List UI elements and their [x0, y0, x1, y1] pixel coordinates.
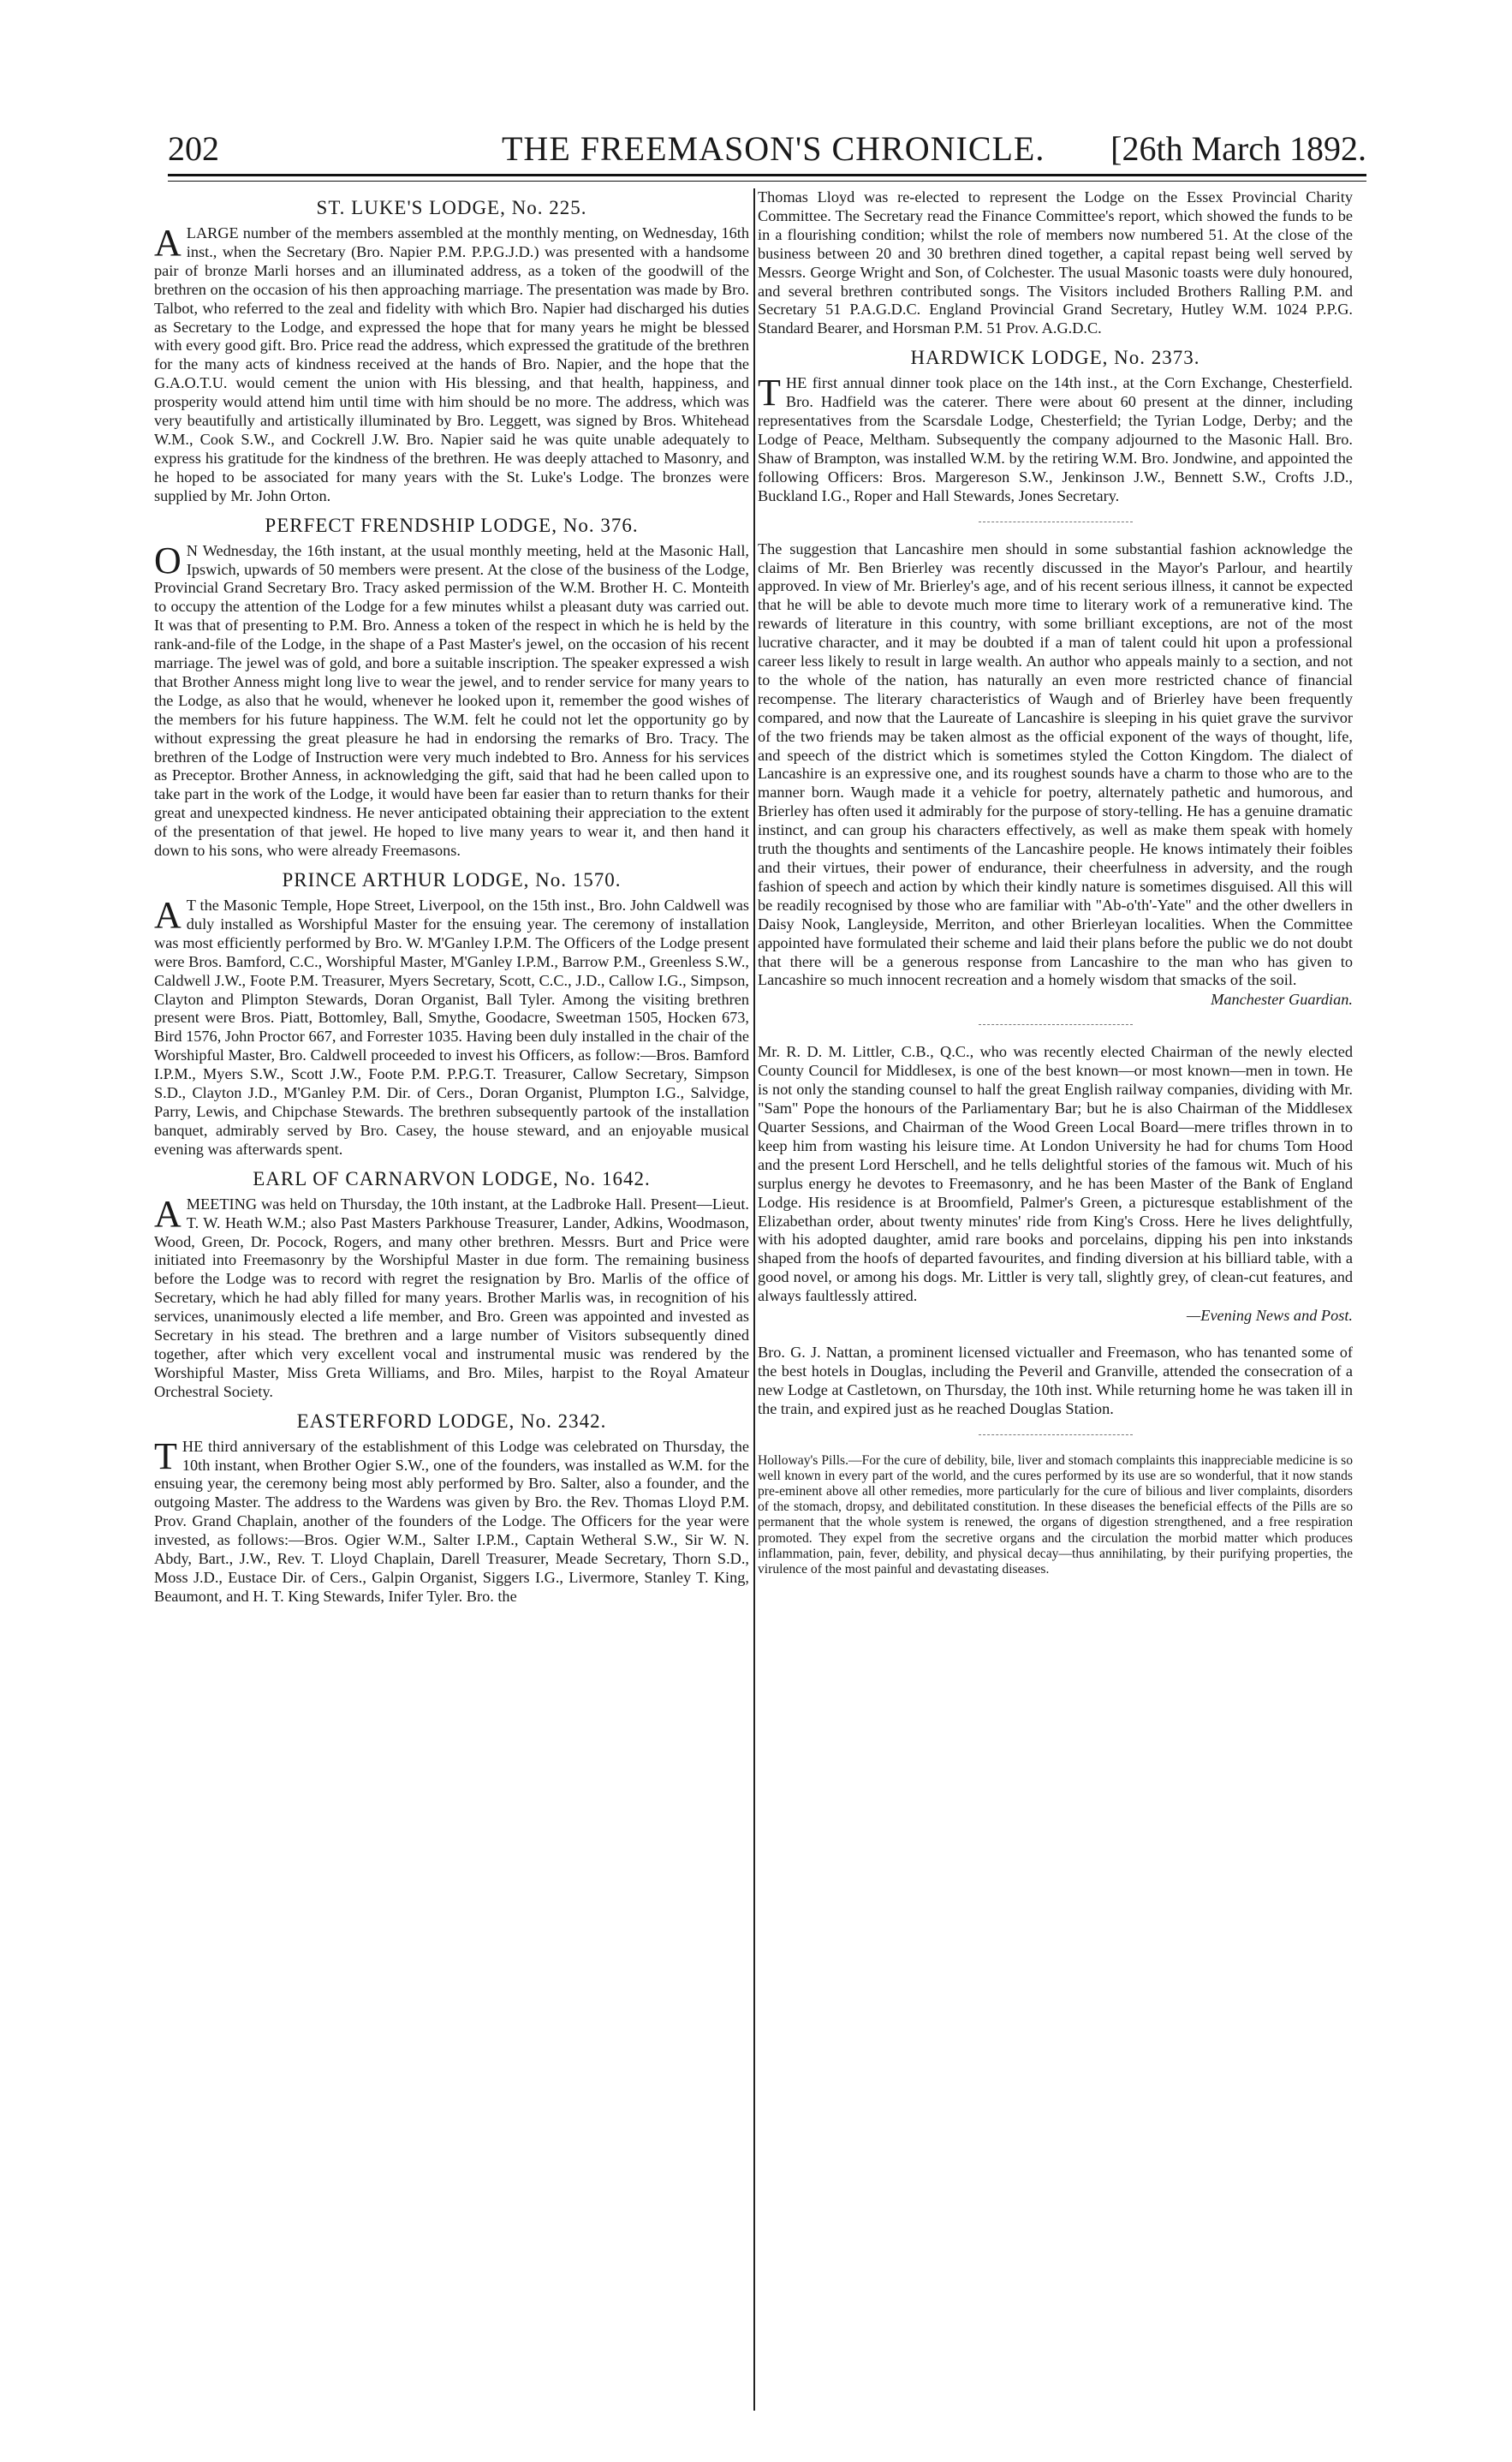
page-number: 202	[168, 129, 219, 168]
header-rule-thick	[168, 174, 1366, 176]
article-text: LARGE number of the members assembled at the monthly menting, on Wednesday, 16th inst., when the Secretary (Bro. Napier P.M. P.P.G.J.D.) was presented with a handsome pair of bronze Marli horses and an illuminated address, as a token of the goodwill of the brethren on the occasion of his then approaching marriage. The presentation was made by Bro. Talbot, who referred to the zeal and fidelity with which Bro. Napier had discharged his duties as Secretary to the Lodge, and expressed the hope that for many years he might be blessed with every good gift. Bro. Price read the address, which expressed the gratitude of the brethren for the many acts of kindness received at the hands of Bro. Napier, and the hope that the G.A.O.T.U. would cement the union with His blessing, and that health, happiness, and prosperity would attend him until time with him should be no more. The address, which was very beautifully and artistically illuminated by Bro. Leggett, was signed by Bros. Whitehead W.M., Cook S.W., and Cockrell J.W. Bro. Napier said he was quite unable adequately to express his gratitude for the kindness of the brethren. He was deeply attached to Masonry, and he hoped to be associated for many years with the St. Luke's Lodge. The bronzes were supplied by Mr. John Orton.	[154, 224, 749, 504]
article-title: PERFECT FRENDSHIP LODGE, No. 376.	[265, 514, 639, 536]
article-hardwick-lodge	[758, 347, 1353, 505]
article-text: Mr. R. D. M. Littler, C.B., Q.C., who was recently elected Chairman of the newly elected County Council for Middlesex, is one of the best known—or most known—men in town. He is not only the standing counsel to half the great English railway companies, dividing with Mr. "Sam" Pope the honours of the Parliamentary Bar; but he is also Chairman of the Middlesex Quarter Sessions, and Chairman of the Wood Green Local Board—mere trifles thrown in to keep him from wasting his leisure time. At London University he had for chums Tom Hood and the present Lord Herschell, and he tells delightful stories of the famous wit. Much of his surplus energy he devotes to Freemasonry, and he has been Master of the Bank of England Lodge. His residence is at Broomfield, Palmer's Green, a picturesque establishment of the Elizabethan order, about twenty minutes' ride from King's Cross. Here he lives delightfully, with his adopted daughter, amid rare books and porcelains, dipping his pen into inkstands shaped from the hoofs of departed favourites, and finding diversion at his billiard table, with a good novel, or among his dogs. Mr. Littler is very tall, slightly grey, of clean-cut features, and always faultlessly attired.	[758, 1043, 1353, 1305]
article-text: N Wednesday, the 16th instant, at the usual monthly meeting, held at the Masonic Hall, Ipswich, upwards of 50 members were present. At the close of the business of the Lodge, Provincial Grand Secretary Bro. Tracy asked permission of the W.M. Brother H. C. Monteith to occupy the attention of the Lodge for a few minutes whilst a pleasant duty was carried out. It was that of presenting to P.M. Bro. Anness a token of the respect in which he is held by the rank-and-file of the Lodge, in the shape of a Past Master's jewel, on the occasion of his recent marriage. The jewel was of gold, and bore a suitable inscription. The speaker expressed a wish that Brother Anness might long live to wear the jewel, and to render service for many years to the Lodge, as also that he would, whenever he looked upon it, remember the good wishes of the members for his future happiness. The W.M. felt he could not let the opportunity go by without expressing the great pleasure he had in endorsing the remarks of Bro. Tracy. The brethren of the Lodge of Instruction were very much indebted to Bro. Anness for his services as Preceptor. Brother Anness, in acknowledging the gift, said that had he been called upon to take part in the work of the Lodge, it would have been far easier than to return thanks for their great and unexpected kindness. He never anticipated obtaining their appreciation to the extent of the presentation of that jewel. He hoped to live many years to wear it, and then hand it down to his sons, who were already Freemasons.	[154, 541, 749, 860]
article-st-lukes-lodge	[154, 197, 749, 506]
article-littler	[758, 1043, 1353, 1325]
article-source: —Evening News and Post.	[1187, 1307, 1353, 1325]
section-separator	[979, 1024, 1133, 1026]
advertisement-text: Holloway's Pills.—For the cure of debility, bile, liver and stomach complaints this inappreciable medicine is so well known in every part of the world, and the cures performed by its use are so wonderful, that it now stands pre-eminent above all other remedies, more particularly for the cure of bilious and liver complaints, disorders of the stomach, dropsy, and debilitated constitution. In these diseases the beneficial effects of the Pills are so permanent that the whole system is renewed, the organs of digestion strengthened, and a free respiration promoted. They expel from the secretive organs and the circulation the morbid matter which produces inflammation, pain, fever, debility, and physical decay—thus annihilating, by their purifying properties, the virulence of the most painful and devastating diseases.	[758, 1452, 1353, 1577]
page-header	[168, 128, 1366, 173]
article-body	[154, 539, 749, 861]
publication-title: THE FREEMASON'S CHRONICLE.	[502, 129, 1045, 168]
article-text: Bro. G. J. Nattan, a prominent licensed victualler and Freemason, who has tenanted some of the best hotels in Douglas, including the Peveril and Granville, attended the consecration of a new Lodge at Castletown, on Thursday, the 10th inst. While returning home he was taken ill in the train, and expired just as he reached Douglas Station.	[758, 1344, 1353, 1417]
advertisement-holloway	[758, 1453, 1353, 1578]
article-easterford-lodge	[154, 1410, 749, 1607]
issue-date: [26th March 1892.	[1110, 129, 1366, 168]
article-title: HARDWICK LODGE, No. 2373.	[910, 347, 1200, 369]
easterford-continuation: Thomas Lloyd was re-elected to represent the Lodge on the Essex Provincial Charity Committee. The Secretary read the Finance Committee's report, which showed the funds to be in a flourishing condition; whilst the role of members now numbered 51. At the close of the business between 20 and 30 brethren dined together, a capital repast being well served by Messrs. George Wright and Son, of Colchester. The usual Masonic toasts were duly honoured, and several brethren contributed songs. The Visitors included Brothers Ralling P.M. and Secretary 51 P.A.G.D.C. England Provincial Grand Secretary, Hutley W.M. 1024 P.P.G. Standard Bearer, and Horsman P.M. 51 Prov. A.G.D.C.	[758, 188, 1353, 337]
article-text: MEETING was held on Thursday, the 10th instant, at the Ladbroke Hall. Present—Lieut. T. W. Heath W.M.; also Past Masters Parkhouse Treasurer, Lander, Adkins, Woodmason, Wood, Green, Dr. Pocock, Rogers, and many other brethren. Messrs. Burt and Price were initiated into Freemasonry by the Worshipful Master in due form. The remaining business before the Lodge was to record with regret the resignation by Bro. Marlis of the office of Secretary, which he had ably filled for many years. Brother Marlis was, in recognition of his services, unanimously elected a life member, and Bro. Green was appointed and invested as Secretary in his stead. The brethren and a large number of Visitors subsequently dined together, after which very excellent vocal and instrumental music was rendered by the Worshipful Master, Miss Greta Williams, and Bro. Miles, harpist to the Royal Amateur Orchestral Society.	[154, 1195, 749, 1400]
drop-cap: T	[154, 1434, 177, 1477]
article-body	[758, 374, 1353, 505]
drop-cap: O	[154, 539, 182, 581]
spacer	[758, 1332, 1353, 1344]
article-perfect-friendship-lodge	[154, 515, 749, 861]
article-title: EARL OF CARNARVON LODGE, No. 1642.	[253, 1167, 651, 1189]
drop-cap: T	[758, 372, 781, 414]
article-text: The suggestion that Lancashire men should in some substantial fashion acknowledge the claims of Mr. Ben Brierley was recently discussed in the Mayor's Parlour, and heartily approved. In view of Mr. Brierley's age, and of his recent serious illness, it cannot be expected that he will be able to devote much more time to literary work of a remunerative kind. The rewards of literature in this country, with some brilliant exceptions, are not of the most lucrative character, and it may be doubted if a man of talent could hit upon a professional career less likely to result in large wealth. An author who appeals mainly to a section, and not to the whole of the nation, has naturally an even more restricted chance of financial recompense. The literary characteristics of Waugh and of Brierley have been frequently compared, and now that the Laureate of Lancashire is sleeping in his quiet grave the survivor of the two friends may be taken almost as the official exponent of the ways of thought, life, and speech of the district which is sometimes styled the Cotton Kingdom. The dialect of Lancashire is an expressive one, and its roughest sounds have a charm to those who are to the manner born. Waugh made it a vehicle for poetry, alternately pathetic and humorous, and Brierley has often used it admirably for the purpose of story-telling. He has a genuine dramatic instinct, and can group his characters effectively, as well as make them speak with homely truth the thoughts and sentiments of the Lancashire people. He knows intimately their foibles and their virtues, their power of endurance, their cheerfulness in adversity, and the rough fashion of speech and action by which their kindly nature is sometimes disguised. All this will be readily recognised by those who are familiar with "Ab-o'th'-Yate" and the other dwellers in Daisy Nook, Langleyside, Merriton, and other Brierleyan localities. When the Committee appointed have formulated their scheme and laid their plans before the public we do not doubt that there will be a generous response from Lancashire to the man who has given to Lancashire so much innocent recreation and a homely wisdom that smacks of the soil.	[758, 539, 1353, 989]
article-body	[154, 1192, 749, 1402]
article-body	[154, 1434, 749, 1607]
article-text: HE first annual dinner took place on the 14th inst., at the Corn Exchange, Chesterfield. Bro. Hadfield was the caterer. There were about 60 present at the dinner, including representatives from the Scarsdale Lodge, Chesterfield; the Tyrian Lodge, Derby; and the Lodge of Peace, Meltham. Subsequently the company adjourned to the Masonic Hall. Bro. Shaw of Brampton, was installed W.M. by the retiring W.M. Bro. Jondwine, and appointed the following Officers: Bros. Margereson S.W., Jenkinson J.W., Bennett S.W., Crofts J.D., Buckland I.G., Roper and Hall Stewards, Jones Secretary.	[758, 374, 1353, 504]
article-text: T the Masonic Temple, Hope Street, Liverpool, on the 15th inst., Bro. John Caldwell was duly installed as Worshipful Master for the ensuing year. The ceremony of installation was most efficiently performed by Bro. W. M'Ganley I.P.M. The Officers of the Lodge present were Bros. Bamford, C.C., Worshipful Master, M'Ganley I.P.M., Barrow P.M., Greenless S.W., Caldwell J.W., Foote P.M. Treasurer, Myers Secretary, Scott, C.C., J.D., Callow I.G., Simpson, Clayton and Plimpton Stewards, Doran Organist, Ball Tyler. Among the visiting brethren present were Bros. Piatt, Bottomley, Ball, Smythe, Goodacre, Sweetman 1505, Hocken 673, Bird 1576, John Proctor 667, and Forrester 1035. Having been duly installed in the chair of the Worshipful Master, Bro. Caldwell proceeded to invest his Officers, as follow:—Bros. Bamford I.P.M., Myers S.W., Scott J.W., Foote P.M. P.P.G.T. Treasurer, Callow Secretary, Simpson S.D., Clayton J.D., M'Ganley P.M. Dir. of Cers., Doran Organist, Plumpton I.G., Salvidge, Parry, Lewis, and Chipchase Stewards. The brethren subsequently partook of the installation banquet, admirably served by Bro. Casey, the house steward, and an enjoyable musical evening was afterwards spent.	[154, 897, 749, 1158]
article-prince-arthur-lodge	[154, 869, 749, 1159]
header-rule-thin	[168, 181, 1366, 182]
article-lancashire-brierley	[758, 540, 1353, 1010]
article-title: ST. LUKE'S LODGE, No. 225.	[316, 197, 587, 218]
article-nattan	[758, 1344, 1353, 1419]
article-title: PRINCE ARTHUR LODGE, No. 1570.	[282, 869, 622, 891]
drop-cap: A	[154, 894, 182, 936]
article-source: Manchester Guardian.	[1211, 991, 1353, 1009]
section-separator	[979, 1434, 1133, 1436]
drop-cap: A	[154, 222, 182, 264]
article-text: HE third anniversary of the establishment of this Lodge was celebrated on Thursday, the 10th instant, when Brother Ogier S.W., one of the founders, was installed as W.M. for the ensuing year, the ceremony being most ably performed by Bro. Salter, also a founder, and the outgoing Master. The address to the Wardens was given by Bro. the Rev. Thomas Lloyd P.M. Prov. Grand Chaplain, another of the founders of the Lodge. The Officers for the year were invested, as follows:—Bros. Ogier W.M., Salter I.P.M., Captain Wetheral S.W., Sir W. N. Abdy, Bart., J.W., Rev. T. Lloyd Chaplain, Darell Treasurer, Meade Secretary, Thorn S.D., Moss J.D., Eustace Dir. of Cers., Galpin Organist, Siggers I.G., Livermore, Stanley T. King, Beaumont, and H. T. King Stewards, Inifer Tyler. Bro. the	[154, 1437, 749, 1605]
article-title: EASTERFORD LODGE, No. 2342.	[296, 1410, 607, 1432]
column-divider	[753, 188, 755, 2411]
section-separator	[979, 522, 1133, 523]
left-column	[154, 188, 749, 2411]
article-body	[154, 894, 749, 1159]
article-earl-of-carnarvon-lodge	[154, 1168, 749, 1402]
article-body	[154, 224, 749, 506]
drop-cap: A	[154, 1192, 182, 1235]
right-column	[758, 188, 1353, 2411]
